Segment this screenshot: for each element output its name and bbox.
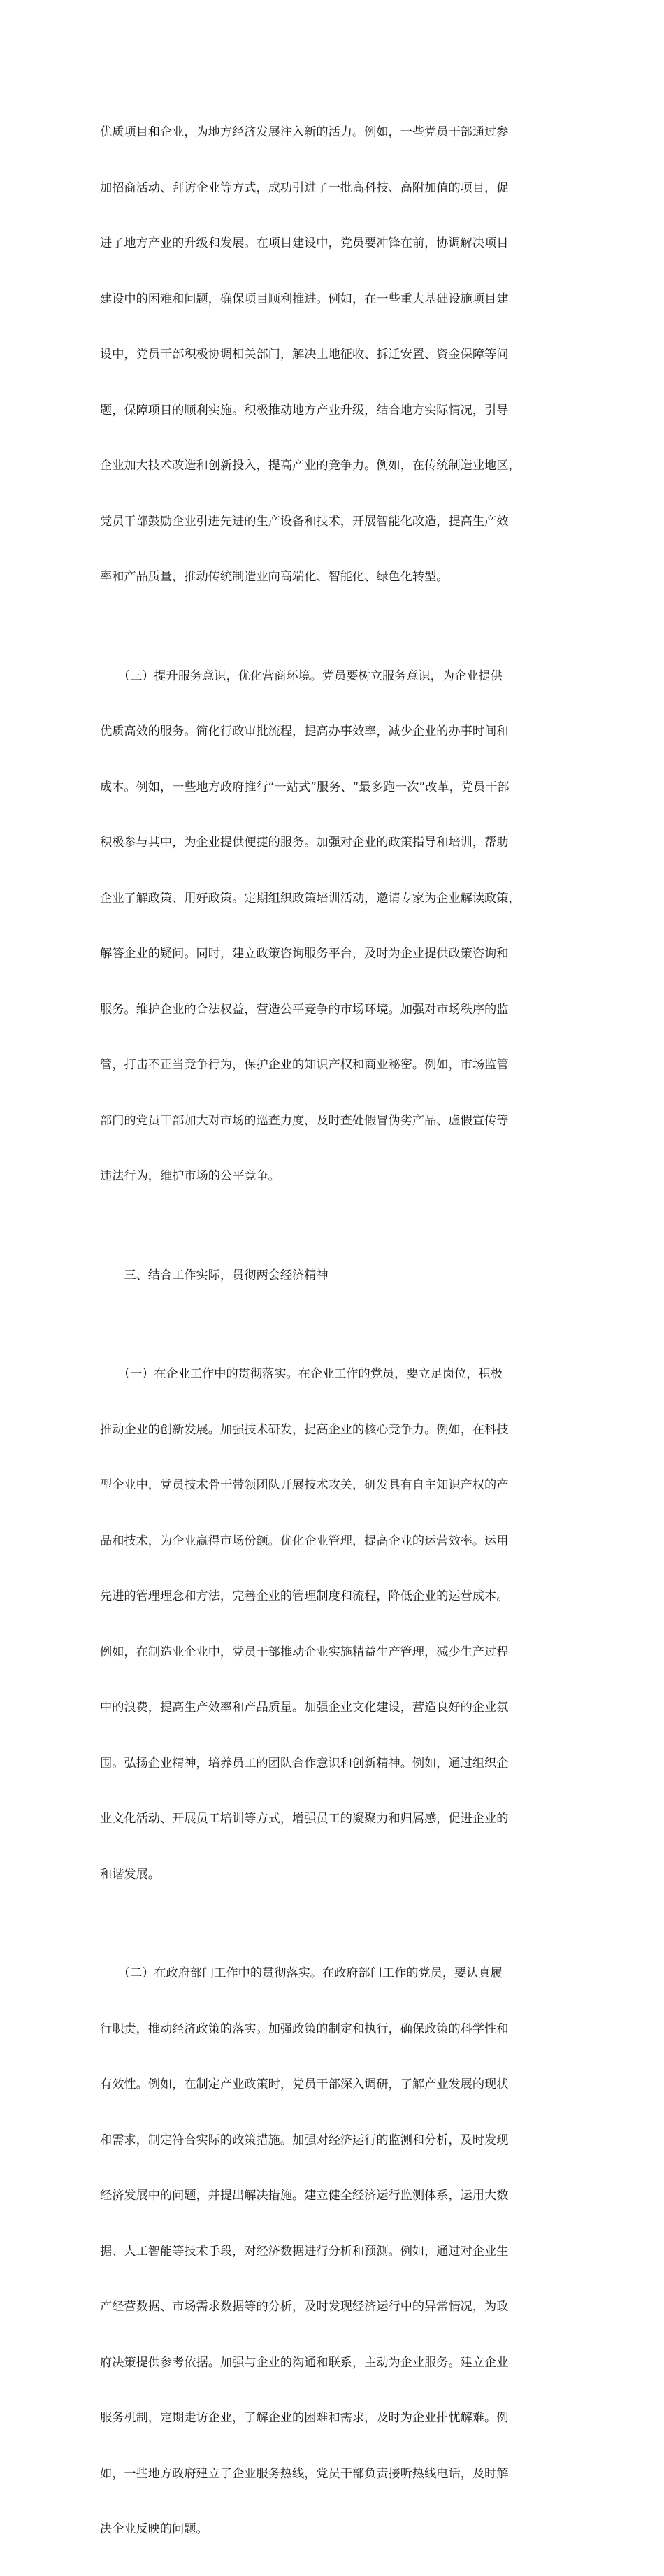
line: 中的浪费，提高生产效率和产品质量。加强企业文化建设，营造良好的企业氛 bbox=[100, 1701, 509, 1715]
paragraph-government-work bbox=[100, 1927, 577, 2576]
line: 型企业中，党员技术骨干带领团队开展技术攻关，研发具有自主知识产权的产 bbox=[100, 1478, 509, 1492]
line: 解答企业的疑问。同时，建立政策咨询服务平台，及时为企业提供政策咨询和 bbox=[100, 947, 509, 961]
paragraph-enterprise-work bbox=[100, 1328, 577, 1921]
line: 优质高效的服务。简化行政审批流程，提高办事效率，减少企业的办事时间和 bbox=[100, 724, 509, 738]
line: 服务机制，定期走访企业，了解企业的困难和需求，及时为企业排忧解难。例 bbox=[100, 2411, 509, 2425]
document-page bbox=[100, 86, 577, 2576]
line: 企业了解政策、用好政策。定期组织政策培训活动，邀请专家为企业解读政策， bbox=[100, 891, 521, 906]
line: 三、结合工作实际，贯彻两会经济精神 bbox=[100, 1268, 329, 1282]
line: （二）在政府部门工作中的贯彻落实。在政府部门工作的党员，要认真履 bbox=[100, 1966, 503, 1980]
line: 题，保障项目的顺利实施。积极推动地方产业升级，结合地方实际情况，引导 bbox=[100, 403, 509, 417]
line: 和谐发展。 bbox=[100, 1867, 160, 1882]
line: 加招商活动、拜访企业等方式，成功引进了一批高科技、高附加值的项目，促 bbox=[100, 180, 509, 195]
line: 府决策提供参考依据。加强与企业的沟通和联系，主动为企业服务。建立企业 bbox=[100, 2355, 509, 2370]
line: 据、人工智能等技术手段，对经济数据进行分析和预测。例如，通过对企业生 bbox=[100, 2244, 509, 2259]
line: 例如，在制造业企业中，党员干部推动企业实施精益生产管理，减少生产过程 bbox=[100, 1645, 509, 1659]
line: 推动企业的创新发展。加强技术研发，提高企业的核心竞争力。例如，在科技 bbox=[100, 1422, 509, 1437]
line: 建设中的困难和问题，确保项目顺利推进。例如，在一些重大基础设施项目建 bbox=[100, 292, 509, 306]
line: 率和产品质量，推动传统制造业向高端化、智能化、绿色化转型。 bbox=[100, 570, 449, 584]
line: 服务。维护企业的合法权益，营造公平竞争的市场环境。加强对市场秩序的监 bbox=[100, 1002, 509, 1017]
line: （三）提升服务意识，优化营商环境。党员要树立服务意识，为企业提供 bbox=[100, 668, 503, 683]
line: （一）在企业工作中的贯彻落实。在企业工作的党员，要立足岗位，积极 bbox=[100, 1367, 503, 1381]
line: 先进的管理理念和方法，完善企业的管理制度和流程，降低企业的运营成本。 bbox=[100, 1589, 509, 1603]
line: 和需求，制定符合实际的政策措施。加强对经济运行的监测和分析，及时发现 bbox=[100, 2133, 509, 2147]
line: 积极参与其中，为企业提供便捷的服务。加强对企业的政策指导和培训，帮助 bbox=[100, 836, 509, 850]
line: 决企业反映的问题。 bbox=[100, 2522, 208, 2536]
line: 成本。例如，一些地方政府推行“一站式”服务、“最多跑一次”改革，党员干部 bbox=[100, 780, 510, 794]
line: 经济发展中的问题，并提出解决措施。建立健全经济运行监测体系，运用大数 bbox=[100, 2189, 509, 2203]
line: 品和技术，为企业赢得市场份额。优化企业管理，提高企业的运营效率。运用 bbox=[100, 1533, 509, 1548]
line: 企业加大技术改造和创新投入，提高产业的竞争力。例如，在传统制造业地区， bbox=[100, 459, 521, 473]
line: 有效性。例如，在制定产业政策时，党员干部深入调研，了解产业发展的现状 bbox=[100, 2077, 509, 2091]
line: 如，一些地方政府建立了企业服务热线，党员干部负责接听热线电话，及时解 bbox=[100, 2466, 509, 2481]
paragraph-service-awareness bbox=[100, 630, 577, 1223]
line: 违法行为，维护市场的公平竞争。 bbox=[100, 1169, 280, 1183]
section-heading bbox=[100, 1229, 577, 1322]
line: 围。弘扬企业精神，培养员工的团队合作意识和创新精神。例如，通过组织企 bbox=[100, 1756, 509, 1770]
line: 部门的党员干部加大对市场的巡查力度，及时查处假冒伪劣产品、虚假宣传等 bbox=[100, 1113, 509, 1128]
line: 产经营数据、市场需求数据等的分析，及时发现经济运行中的异常情况，为政 bbox=[100, 2300, 509, 2314]
paragraph-continuation bbox=[100, 86, 577, 624]
line: 党员干部鼓励企业引进先进的生产设备和技术，开展智能化改造，提高生产效 bbox=[100, 514, 509, 529]
line: 设中，党员干部积极协调相关部门，解决土地征收、拆迁安置、资金保障等问 bbox=[100, 348, 509, 362]
line: 行职责，推动经济政策的落实。加强政策的制定和执行，确保政策的科学性和 bbox=[100, 2022, 509, 2036]
line: 优质项目和企业，为地方经济发展注入新的活力。例如，一些党员干部通过参 bbox=[100, 125, 509, 139]
line: 业文化活动、开展员工培训等方式，增强员工的凝聚力和归属感，促进企业的 bbox=[100, 1812, 509, 1826]
line: 进了地方产业的升级和发展。在项目建设中，党员要冲锋在前，协调解决项目 bbox=[100, 236, 509, 250]
line: 管，打击不正当竞争行为，保护企业的知识产权和商业秘密。例如，市场监管 bbox=[100, 1058, 509, 1072]
